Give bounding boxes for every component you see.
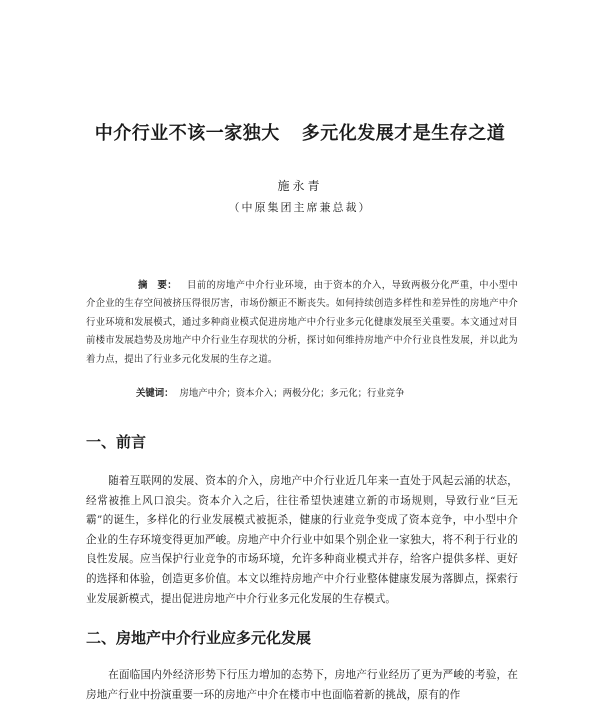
keywords-label: 关键词： [136, 388, 174, 399]
paragraph-text: 随着互联网的发展、资本的介入，房地产中介行业近几年来一直处于风起云涌的状态，经常被推上风口浪尖。资本介入之后，往往希望快速建立新的市场规则，导致行业“巨无霸”的诞生，多样化的行业发展模式被扼杀，健康的行业竞争变成了资本竞争，中小型中介企业的生存环境变得更加严峻。房地产中介行业中如果个别企业一家独大，将不利于行业的良性发展。应当保护行业竞争的市场环境，允许多种商业模式并存，给客户提供多样、更好的选择和体验，创造更多价值。本文以维持房地产中介行业整体健康发展为落脚点，探索行业发展新模式，提出促进房地产中介行业多元化发展的生存模式。 [86, 475, 518, 605]
title-part-2: 多元化发展才是生存之道 [301, 123, 506, 144]
keywords [136, 386, 526, 402]
abstract-label: 摘 要： [138, 280, 177, 291]
paragraph-text: 在面临国内外经济形势下行压力增加的态势下，房地产行业经历了更为严峻的考验，在房地产行业中扮演重要一环的房地产中介在楼市中也面临着新的挑战，原有的作 [86, 669, 518, 701]
abstract [86, 277, 518, 369]
section-heading-introduction: 一、前言 [86, 433, 147, 451]
section-paragraph-introduction [86, 472, 518, 609]
paper-title [40, 119, 560, 145]
author-affiliation: （中原集团主席兼总裁） [228, 201, 372, 214]
section-heading-diversification: 二、房地产中介行业应多元化发展 [86, 629, 312, 647]
section-paragraph-diversification [86, 666, 518, 705]
title-part-1: 中介行业不该一家独大 [94, 123, 280, 144]
author-name: 施永青 [277, 179, 323, 193]
keywords-text: 房地产中介；资本介入；两极分化；多元化；行业竞争 [179, 388, 405, 399]
abstract-text: 目前的房地产中介行业环境，由于资本的介入，导致两极分化严重，中小型中介企业的生存空间被挤压得很厉害，市场份额正不断丧失。如何持续创造多样性和差异性的房地产中介行业环境和发展模式，通过多种商业模式促进房地产中介行业多元化健康发展至关重要。本文通过对目前楼市发展趋势及房地产中介行业生存现状的分析，探讨如何维持房地产中介行业良性发展，并以此为着力点，提出了行业多元化发展的生存之道。 [86, 280, 518, 365]
